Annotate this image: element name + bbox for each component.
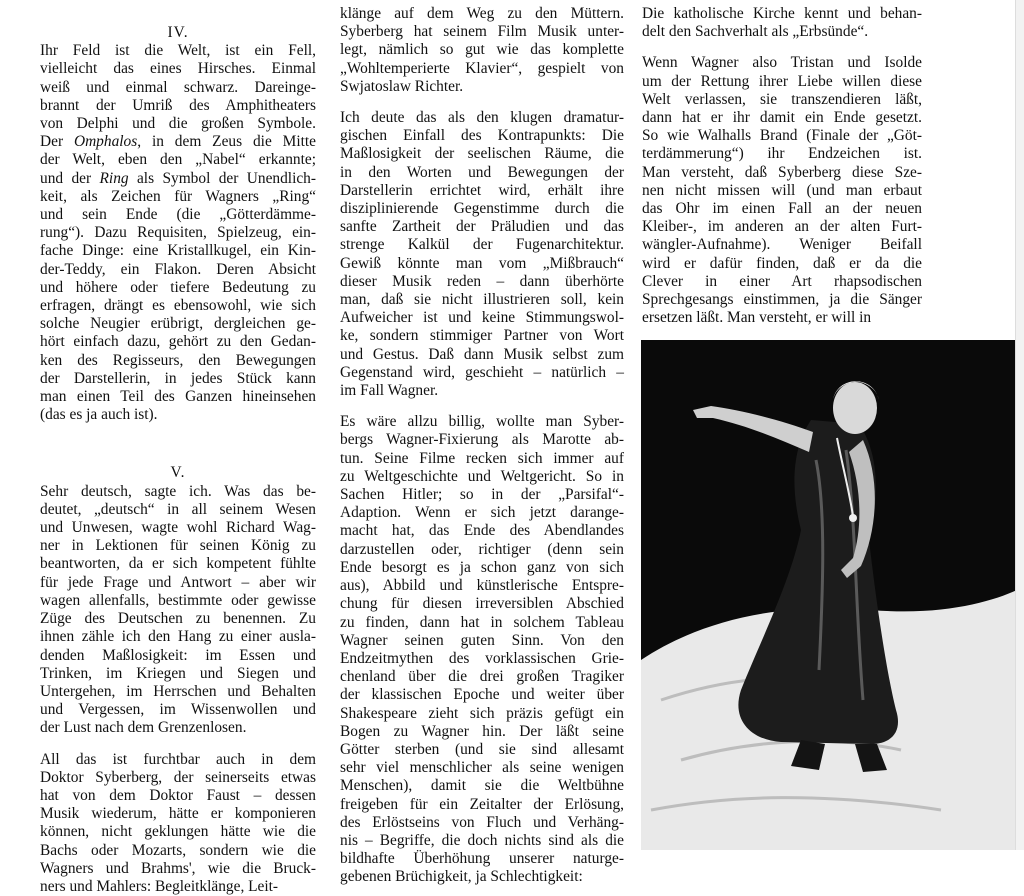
text-line: vielleicht das eines Hirsches. Einmal [40, 60, 316, 78]
text-line: solche Neugier erübrigt, dergleichen ge- [40, 315, 316, 333]
text-line: disziplinierende Gegenstimme durch die [340, 200, 624, 218]
text-line: Wenn Wagner also Tristan und Isolde [642, 54, 922, 72]
text-line: Trinken, im Kriegen und Siegen und [40, 664, 316, 682]
text-line: So wie Walhalls Brand (Finale der „Göt- [642, 127, 922, 145]
text-line: Shakespeare zieht sich präzis gefügt ein [340, 704, 624, 722]
text-line: von Delphi und die großen Symbole. [40, 115, 316, 133]
text-line: in den Worten und Bewegungen der [340, 163, 624, 181]
text-line: und Vergessen, im Wissenwollen und [40, 701, 316, 719]
text-line: Adaption. Wenn er sich jetzt darange- [340, 504, 624, 522]
photograph-image [641, 340, 1017, 850]
photograph [641, 340, 1017, 850]
section-iv-text [40, 42, 316, 424]
text-line: ke, sondern stimmiger Partner von Wort [340, 327, 624, 345]
text-line: (das es ja auch ist). [40, 406, 158, 424]
text-line: können, nicht geklungen hätte wie die [40, 823, 316, 841]
column-2-paragraph-1 [340, 5, 624, 96]
text-line: wängler-Aufnahme). Weniger Beifall [642, 236, 922, 254]
text-line: Aufweicher ist und keine Stimmungswol- [340, 309, 624, 327]
text-line: der Darstellerin, in jedes Stück kann [40, 369, 316, 387]
text-line: klänge auf dem Weg zu den Müttern. [340, 5, 624, 22]
text-line: rung“). Dazu Requisiten, Spielzeug, ein- [40, 224, 316, 242]
column-3 [642, 0, 922, 327]
text-line: weiß und einmal schwarz. Dareinge- [40, 78, 316, 96]
text-line: bergs Wagner-Fixierung als Marotte ab- [340, 431, 624, 449]
text-line: für jede Frage und Antwort – aber wir [40, 573, 316, 591]
text-line: der klassischen Epoche und weiter über [340, 686, 624, 704]
text-line: hat von dem Doktor Faust – dessen [40, 786, 316, 804]
text-line: wagen allenfalls, bestimmte oder gewisse [40, 591, 316, 609]
text-line: Maßlosigkeit der seelischen Räume, die [340, 145, 624, 163]
text-line: Endzeitmythen des vorklassischen Grie- [340, 649, 624, 667]
text-line: Man versteht, daß Syberberg diese Sze- [642, 163, 922, 181]
text-line: und Gestus. Daß dann Musik selbst zum [340, 345, 624, 363]
text-line: Sachen Hitler; so in der „Parsifal“- [340, 486, 624, 504]
text-line: im Fall Wagner. [340, 382, 439, 400]
text-line: sehr viel menschlicher als seine wenigen [340, 759, 624, 777]
text-line: Bachs oder Mozarts, sondern wie die [40, 841, 316, 859]
text-line: Musik wiederum, hätte er komponieren [40, 805, 316, 823]
text-line: macht hat, das Ende des Abendlandes [340, 522, 624, 540]
section-v-paragraph-1 [40, 483, 316, 738]
text-line: und der Ring als Symbol der Unendlich- [40, 169, 316, 187]
page-edge [1015, 0, 1024, 850]
text-line: der-Teddy, ein Flakon. Deren Absicht [40, 260, 316, 278]
text-line: Wagners und Brahms', wie die Bruck- [40, 859, 316, 877]
text-line: bildhafte Überhöhung unserer naturge- [340, 850, 624, 868]
text-line: delt den Sachverhalt als „Erbsünde“. [642, 23, 869, 41]
text-line: darzustellen oder, richtiger (denn sein [340, 540, 624, 558]
text-line: gebenen Brüchigkeit, ja Schlechtigkeit: [340, 868, 583, 886]
text-line: chung für diesen irreversiblen Abschied [340, 595, 624, 613]
text-line: „Wohltemperierte Klavier“, gespielt von [340, 59, 624, 77]
text-line: Sehr deutsch, sagte ich. Was das be- [40, 482, 316, 500]
text-line: Swjatoslaw Richter. [340, 77, 464, 95]
text-line: erfragen, drängt es ebensowohl, wie sich [40, 297, 316, 315]
text-line: man einen Teil des Ganzen hineinsehen [40, 388, 316, 406]
section-v-paragraph-2 [40, 751, 316, 896]
text-line: Der Omphalos, in dem Zeus die Mitte [40, 133, 316, 151]
text-line: man, daß sie nicht illustrieren soll, kein [340, 291, 624, 309]
text-line: Sprechgesangs einstimmen, ja die Sänger [642, 291, 922, 309]
text-line: zu finden, dann hat in solchem Tableau [340, 613, 624, 631]
text-line: Ende besorgt es ja schon ganz von sich [340, 558, 624, 576]
text-line: chenland über die drei großen Tragiker [340, 668, 624, 686]
photo-figure-head [833, 382, 877, 434]
column-2 [340, 0, 624, 887]
text-line: strenge Kalkül der Fugenarchitektur. [340, 236, 624, 254]
text-line: hört einfach dazu, gehört zu den Gedan- [40, 333, 316, 351]
text-line: ken des Regisseurs, den Bewegungen [40, 351, 316, 369]
text-line: ihnen zähle ich den Hang zu einer ausla- [40, 628, 316, 646]
text-line: der Lust nach dem Grenzenlosen. [40, 719, 247, 737]
text-line: des Erlöstseins von Fluch und Verhäng- [340, 813, 624, 831]
text-line: All das ist furchtbar auch in dem [40, 750, 316, 768]
text-line: tun. Seine Filme recken sich immer auf [340, 449, 624, 467]
text-line: Es wäre allzu billig, wollte man Syber- [340, 413, 624, 431]
text-line: zu Weltgeschichte und Weltgericht. So in [340, 467, 624, 485]
text-line: Züge des Deutschen zu benennen. Zu [40, 610, 316, 628]
text-line: Menschen), damit sie die Weltbühne [340, 777, 624, 795]
text-line: ersetzen läßt. Man versteht, er will in [642, 309, 872, 327]
text-line: wird er dafür finden, daß er da die [642, 254, 922, 272]
text-line: dieser Musik reden – dann überhörte [340, 272, 624, 290]
text-line: das Ohr im einen Fall an der neuen [642, 200, 922, 218]
text-line: Syberberg hat seinem Film Musik unter- [340, 23, 624, 41]
column-3-paragraph-1 [642, 5, 922, 41]
text-line: und höhere oder tiefere Bedeutung zu [40, 278, 316, 296]
text-line: denden Maßlosigkeit: im Essen und [40, 646, 316, 664]
text-line: Gewiß könnte man vom „Mißbrauch“ [340, 254, 624, 272]
text-line: terdämmerung“) ihr Endzeichen ist. [642, 145, 922, 163]
text-line: Darstellerin errichtet wird, erhält ihre [340, 181, 624, 199]
column-3-paragraph-2 [642, 54, 922, 327]
text-line: Ihr Feld ist die Welt, ist ein Fell, [40, 42, 316, 60]
text-line: beantworten, da er sich kompetent fühlte [40, 555, 316, 573]
column-2-paragraph-2 [340, 109, 624, 400]
text-line: Götter sterben (und sie sind allesamt [340, 740, 624, 758]
text-line: Gegenstand wird, geschieht – natürlich – [340, 363, 624, 381]
text-line: legt, nämlich so gut wie das komplette [340, 41, 624, 59]
column-1 [40, 0, 316, 896]
text-line: ners und Mahlers: Begleitklänge, Leit- [40, 877, 279, 895]
section-heading-iv: IV. [167, 24, 189, 41]
text-line: brannt der Umriß des Amphitheaters [40, 96, 316, 114]
text-line: freigeben für ein Zeitalter der Erlösung, [340, 795, 624, 813]
text-line: keit, als Zeichen für Wagners „Ring“ [40, 187, 316, 205]
text-line: Wagner seinen guten Sinn. Von den [340, 631, 624, 649]
text-line: Welt verlassen, sie transzendieren läßt, [642, 90, 922, 108]
text-line: nis – Begriffe, die doch nichts sind als die [340, 831, 624, 849]
text-line: nen nicht missen will (und man erbaut [642, 181, 922, 199]
text-line: Clever in einer Art rhapsodischen [642, 272, 922, 290]
text-line: Kleiber-, im anderen an der alten Furt- [642, 218, 922, 236]
text-line: ner in Lektionen für seinen König zu [40, 537, 316, 555]
text-line: sanfte Zartheit der Präludien und das [340, 218, 624, 236]
text-line: der Welt, eben den „Nabel“ erkannte; [40, 151, 316, 169]
text-line: dann hat er ihr damit ein Ende gesetzt. [642, 109, 922, 127]
text-line: Ich deute das als den klugen dramatur- [340, 109, 624, 127]
photo-figure-pendant [849, 514, 857, 522]
text-line: deutet, „deutsch“ in all seinem Wesen [40, 500, 316, 518]
text-line: Doktor Syberberg, der seinerseits etwas [40, 768, 316, 786]
column-2-paragraph-3 [340, 413, 624, 886]
text-line: um der Rettung ihrer Liebe willen diese [642, 72, 922, 90]
text-line: und sein Ende (die „Götterdämme- [40, 206, 316, 224]
text-line: Bogen zu Wagner hin. Der läßt seine [340, 722, 624, 740]
text-line: und Unwesen, wagte wohl Richard Wag- [40, 519, 316, 537]
text-line: Untergehen, im Herrschen und Behalten [40, 682, 316, 700]
text-line: aus), Abbild und künstlerische Entspre- [340, 577, 624, 595]
text-line: Die katholische Kirche kennt und behan- [642, 5, 922, 22]
text-line: fache Dinge: eine Kristallkugel, ein Kin- [40, 242, 316, 260]
section-heading-v: V. [170, 464, 186, 482]
text-line: gischen Einfall des Kontrapunkts: Die [340, 127, 624, 145]
